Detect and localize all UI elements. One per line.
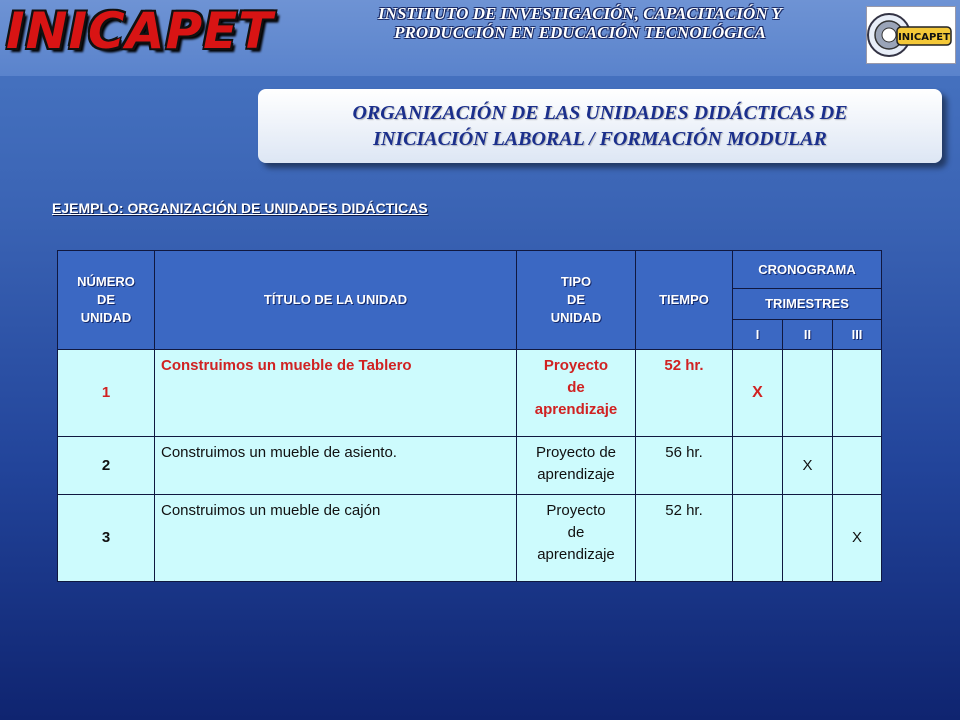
trimestre-1-mark (733, 437, 783, 495)
seal-label: INICAPET (898, 32, 950, 43)
institute-line-1: INSTITUTO DE INVESTIGACIÓN, CAPACITACIÓN Y (378, 4, 782, 23)
inicapet-logo: INICAPET (6, 2, 274, 60)
title-line-1: ORGANIZACIÓN DE LAS UNIDADES DIDÁCTICAS DE (352, 102, 848, 124)
slide-title (258, 89, 942, 163)
institute-seal-icon (866, 6, 956, 64)
header-titulo: TÍTULO DE LA UNIDAD (155, 251, 517, 350)
table-row (58, 495, 882, 582)
unit-number: 1 (58, 350, 155, 437)
unit-title: Construimos un mueble de Tablero (155, 350, 517, 437)
trimestre-2-mark (783, 350, 833, 437)
table-row (58, 350, 882, 437)
trimestre-1-mark (733, 495, 783, 582)
unit-time: 52 hr. (636, 350, 733, 437)
unit-type: Proyecto de aprendizaje (517, 350, 636, 437)
trimestre-2-mark (783, 495, 833, 582)
trimestre-2-mark: X (783, 437, 833, 495)
unit-time: 52 hr. (636, 495, 733, 582)
unit-title: Construimos un mueble de cajón (155, 495, 517, 582)
header-trimestre-2: II (783, 320, 833, 350)
unit-type: Proyecto de aprendizaje (517, 437, 636, 495)
institute-line-2: PRODUCCIÓN EN EDUCACIÓN TECNOLÓGICA (394, 23, 766, 42)
title-line-2: INICIACIÓN LABORAL / FORMACIÓN MODULAR (373, 128, 827, 150)
trimestre-3-mark: X (833, 495, 882, 582)
units-table (57, 250, 882, 582)
header-numero: NÚMERO DE UNIDAD (58, 251, 155, 350)
header-trimestre-3: III (833, 320, 882, 350)
table-row (58, 437, 882, 495)
header-trimestre-1: I (733, 320, 783, 350)
header-tiempo: TIEMPO (636, 251, 733, 350)
unit-type: Proyecto de aprendizaje (517, 495, 636, 582)
unit-number: 2 (58, 437, 155, 495)
header-trimestres: TRIMESTRES (733, 289, 882, 320)
header-cronograma: CRONOGRAMA (733, 251, 882, 289)
unit-title: Construimos un mueble de asiento. (155, 437, 517, 495)
trimestre-3-mark (833, 437, 882, 495)
example-subtitle: EJEMPLO: ORGANIZACIÓN DE UNIDADES DIDÁCTICAS (52, 200, 428, 216)
trimestre-1-mark: X (733, 350, 783, 437)
trimestre-3-mark (833, 350, 882, 437)
institute-name (300, 4, 860, 42)
unit-time: 56 hr. (636, 437, 733, 495)
unit-number: 3 (58, 495, 155, 582)
header-tipo: TIPO DE UNIDAD (517, 251, 636, 350)
